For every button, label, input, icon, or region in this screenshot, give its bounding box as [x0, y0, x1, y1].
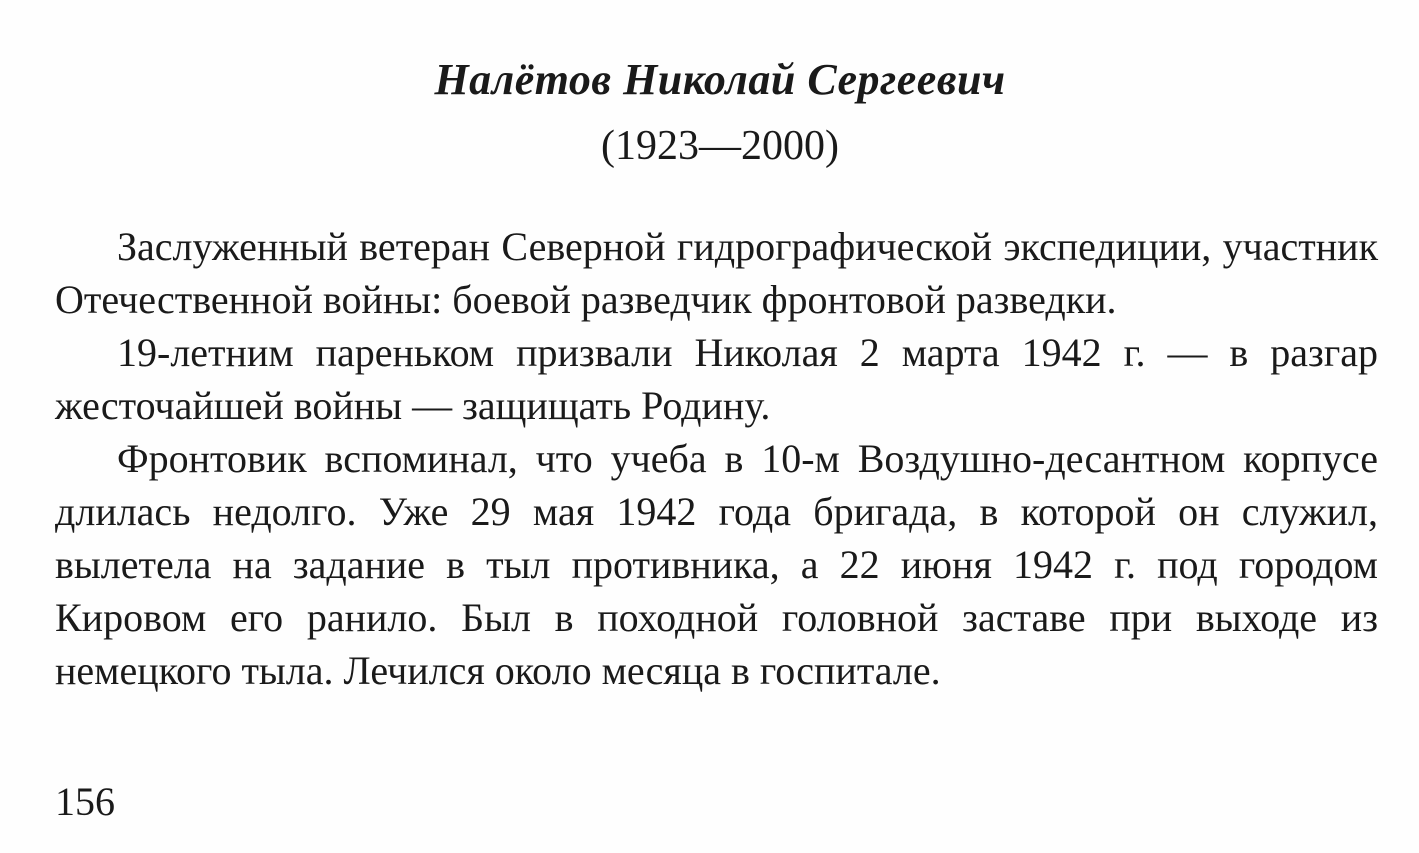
- page-title: Налётов Николай Сергеевич: [434, 55, 1006, 104]
- paragraph: 19-летним пареньком призвали Николая 2 марта 1942 г. — в разгар жесточайшей войны — защищать Родину.: [55, 330, 1378, 428]
- life-years: (1923—2000): [601, 123, 839, 169]
- body-text: [55, 220, 1378, 697]
- paragraph: Заслуженный ветеран Северной гидрографической экспедиции, участник Отечественной войны: боевой разведчик фронтовой разведки.: [55, 224, 1378, 322]
- paragraph: Фронтовик вспоминал, что учеба в 10-м Воздушно-десантном корпусе длилась недолго. Уже 29 мая 1942 года бригада, в которой он служил, вылетела на задание в тыл противника, а 22 июня 1942 г. под городом Кировом его ранило. Был в походной головной заставе при выходе из немецкого тыла. Лечился около месяца в госпитале.: [55, 436, 1378, 693]
- page-number: 156: [55, 779, 115, 824]
